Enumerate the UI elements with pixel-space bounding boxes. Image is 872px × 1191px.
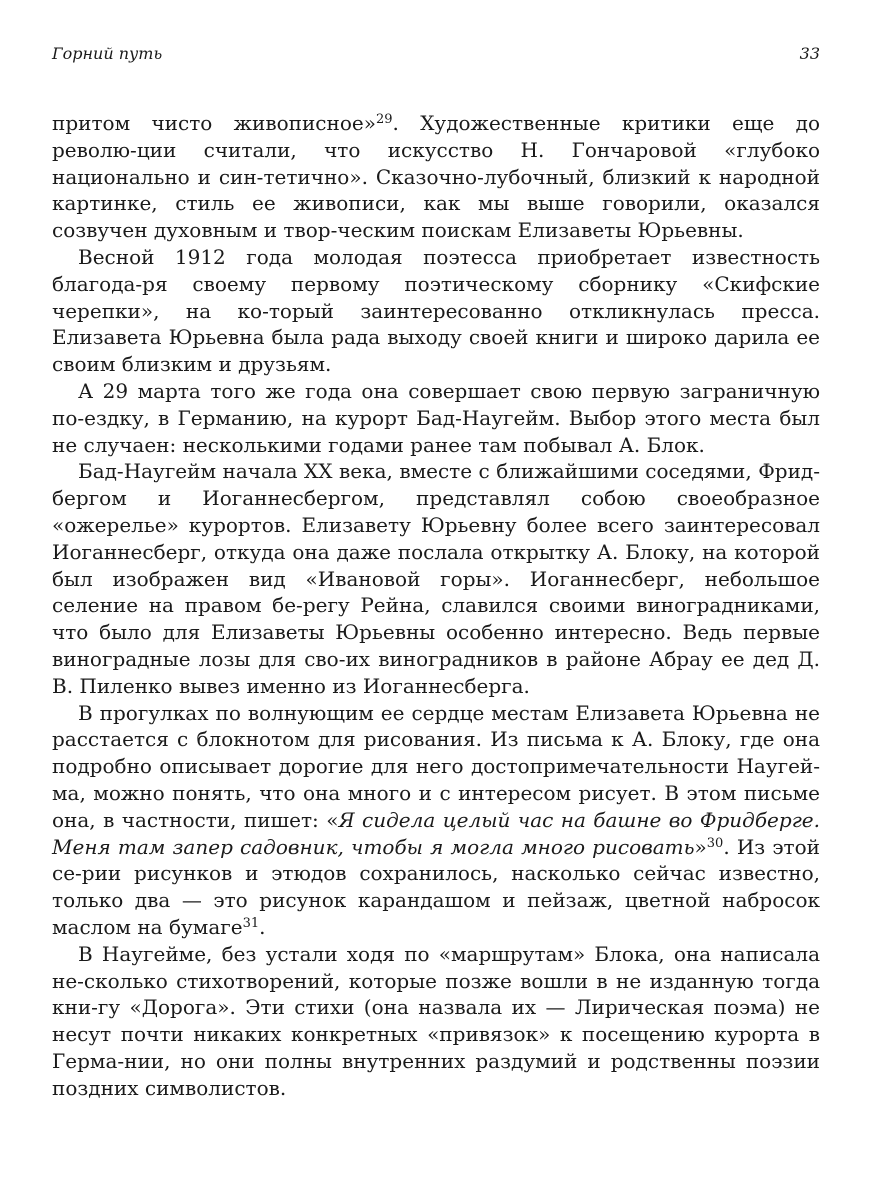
paragraph-1-text-a: притом чисто живописное» <box>52 111 376 135</box>
paragraph-3: А 29 марта того же года она совершает свою первую заграничную по-ездку, в Германию, на курорт Бад-Наугейм. Выбор этого места был не случаен: несколькими годами ранее там побывал А. Блок. <box>52 378 820 457</box>
footnote-ref-30: 30 <box>706 835 724 851</box>
footnote-ref-31: 31 <box>242 915 260 931</box>
paragraph-5-text-c: . Из этой се-рии рисунков и этюдов сохранилось, насколько сейчас известно, только два — это рисунок карандашом и пейзаж, цветной набросок маслом на бумаге <box>52 834 820 939</box>
paragraph-1-text-b: . Художественные критики еще до револю-ции считали, что искусство Н. Гончаровой «глубоко национально и син-тетично». Сказочно-лубочный, близкий к народной картинке, стиль ее живописи, как мы выше говорили, оказался созвучен духовным и твор-ческим поискам Елизаветы Юрьевны. <box>52 111 820 243</box>
paragraph-6: В Наугейме, без устали ходя по «маршрутам» Блока, она написала не-сколько стихотворений, которые позже вошли в не изданную тогда кни-гу «Дорога». Эти стихи (она назвала их — Лирическая поэма) не несут почти никаких конкретных «привязок» к посещению курорта в Герма-нии, но они полны внутренних раздумий и родственны поэзии поздних символистов. <box>52 941 820 1100</box>
letter-quote: Я сидела целый час на башне во Фридберге. Меня там запер садовник, чтобы я могла много рисовать <box>52 807 821 859</box>
paragraph-5 <box>52 700 820 941</box>
running-title: Горний путь <box>52 44 163 63</box>
running-head <box>52 44 820 76</box>
paragraph-4: Бад-Наугейм начала XX века, вместе с ближайшими соседями, Фрид-бергом и Иоганнесбергом, представлял собою своеобразное «ожерелье» курортов. Елизавету Юрьевну более всего заинтересовал Иоганнесберг, откуда она даже послала открытку А. Блоку, на которой был изображен вид «Ивановой горы». Иоганнесберг, небольшое селение на правом бе-регу Рейна, славился своими виноградниками, что было для Елизаветы Юрьевны особенно интересно. Ведь первые виноградные лозы для сво-их виноградников в районе Абрау ее дед Д. В. Пиленко вывез именно из Иоганнесберга. <box>52 459 820 698</box>
paragraph-5-text-b: » <box>694 834 707 859</box>
paragraph-1 <box>52 110 820 244</box>
page-number: 33 <box>799 44 820 63</box>
paragraph-2: Весной 1912 года молодая поэтесса приобретает известность благода-ря своему первому поэтическому сборнику «Скифские черепки», на ко-торый заинтересованно откликнулась пресса. Елизавета Юрьевна была рада выходу своей книги и широко дарила ее своим близким и друзьям. <box>52 244 820 377</box>
paragraph-5-text-a: В прогулках по волнующим ее сердце местам Елизавета Юрьевна не расстается с блокнотом для рисования. Из письма к А. Блоку, где она подробно описывает дорогие для него достопримечательности Наугей-ма, можно понять, что она много и с интересом рисует. В этом письме она, в частности, пишет: « <box>52 700 820 832</box>
paragraph-5-text-d: . <box>259 914 266 939</box>
footnote-ref-29: 29 <box>375 112 393 127</box>
body-text <box>52 110 820 1101</box>
